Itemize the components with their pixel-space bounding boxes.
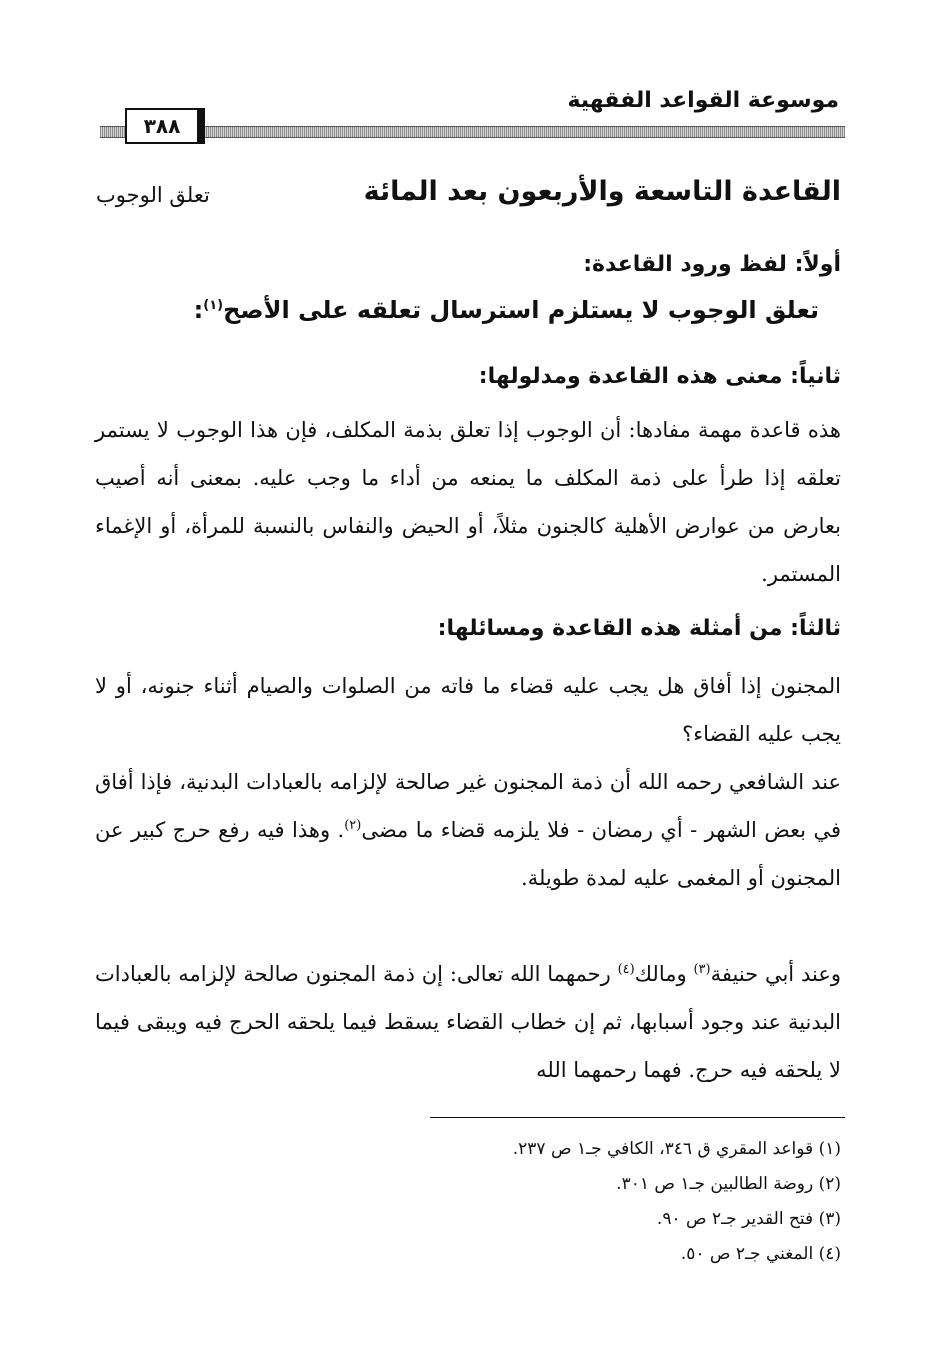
section-heading-examples: ثالثاً: من أمثلة هذه القاعدة ومسائلها: — [437, 616, 841, 641]
footnote-ref-3: (٣) — [693, 962, 711, 977]
section-heading-wording: أولاً: لفظ ورود القاعدة: — [583, 252, 841, 277]
hanafi-maliki-opinion-paragraph — [95, 950, 841, 1094]
meaning-paragraph: هذه قاعدة مهمة مفادها: أن الوجوب إذا تعلق بذمة المكلف، فإن هذا الوجوب لا يستمر تعلقه إذا طرأ على ذمة المكلف ما يمنعه من أداء ما وجب عليه. بمعنى أنه أصيب بعارض من عوارض الأهلية كالجنون مثلاً، أو الحيض والنفاس بالنسبة للمرأة، أو الإغماء المستمر. — [95, 418, 841, 586]
footnote-ref-4: (٤) — [617, 962, 635, 977]
header-rule — [100, 126, 845, 138]
example-question-paragraph: المجنون إذا أفاق هل يجب عليه قضاء ما فاته من الصلوات والصيام أثناء جنونه، أو لا يجب عليه القضاء؟ — [95, 674, 841, 746]
shafii-text-a: عند الشافعي رحمه الله أن ذمة المجنون غير صالحة لإلزامه بالعبادات البدنية، فإذا أفاق في بعض الشهر - أي رمضان - فلا يلزمه قضاء ما مضى — [95, 770, 841, 842]
footnote-ref-1: (١) — [203, 298, 224, 313]
hanafi-text-b: ومالك — [634, 962, 694, 986]
footnote-item: (٣) فتح القدير جـ٢ ص ٩٠. — [656, 1209, 841, 1229]
hanafi-text-c: رحمهما الله تعالى: إن ذمة المجنون صالحة لإلزامه بالعبادات البدنية عند وجود أسبابها، ثم إن خطاب القضاء يسقط فيما يلحقه الحرج فيه ويبقى فيما لا يلحقه فيه حرج. فهما رحمهما الله — [95, 962, 841, 1082]
hanafi-text-a: وعند أبي حنيفة — [710, 962, 841, 986]
keyword-tag: تعلق الوجوب — [96, 183, 210, 207]
footnote-item: (٤) المغني جـ٢ ص ٥٠. — [680, 1244, 841, 1264]
shafii-text-b: . وهذا فيه رفع حرج كبير عن المجنون أو المغمى عليه لمدة طويلة. — [95, 818, 841, 890]
rule-statement — [194, 296, 819, 324]
shafii-opinion-paragraph — [95, 758, 841, 902]
rule-statement-text: تعلق الوجوب لا يستلزم استرسال تعلقه على الأصح — [223, 296, 819, 324]
section-heading-meaning: ثانياً: معنى هذه القاعدة ومدلولها: — [478, 364, 841, 389]
footnote-ref-2: (٢) — [344, 818, 362, 833]
footnote-item: (٢) روضة الطالبين جـ١ ص ٣٠١. — [616, 1174, 841, 1194]
rule-title: القاعدة التاسعة والأربعون بعد المائة — [363, 176, 841, 207]
footnote-separator — [430, 1117, 845, 1118]
footnote-item: (١) قواعد المقري ق ٣٤٦، الكافي جـ١ ص ٢٣٧. — [512, 1139, 841, 1159]
footnotes-list — [101, 1132, 841, 1272]
running-head: موسوعة القواعد الفقهية — [567, 88, 839, 113]
page-number: ٣٨٨ — [125, 108, 205, 144]
rule-statement-end: : — [193, 296, 204, 324]
